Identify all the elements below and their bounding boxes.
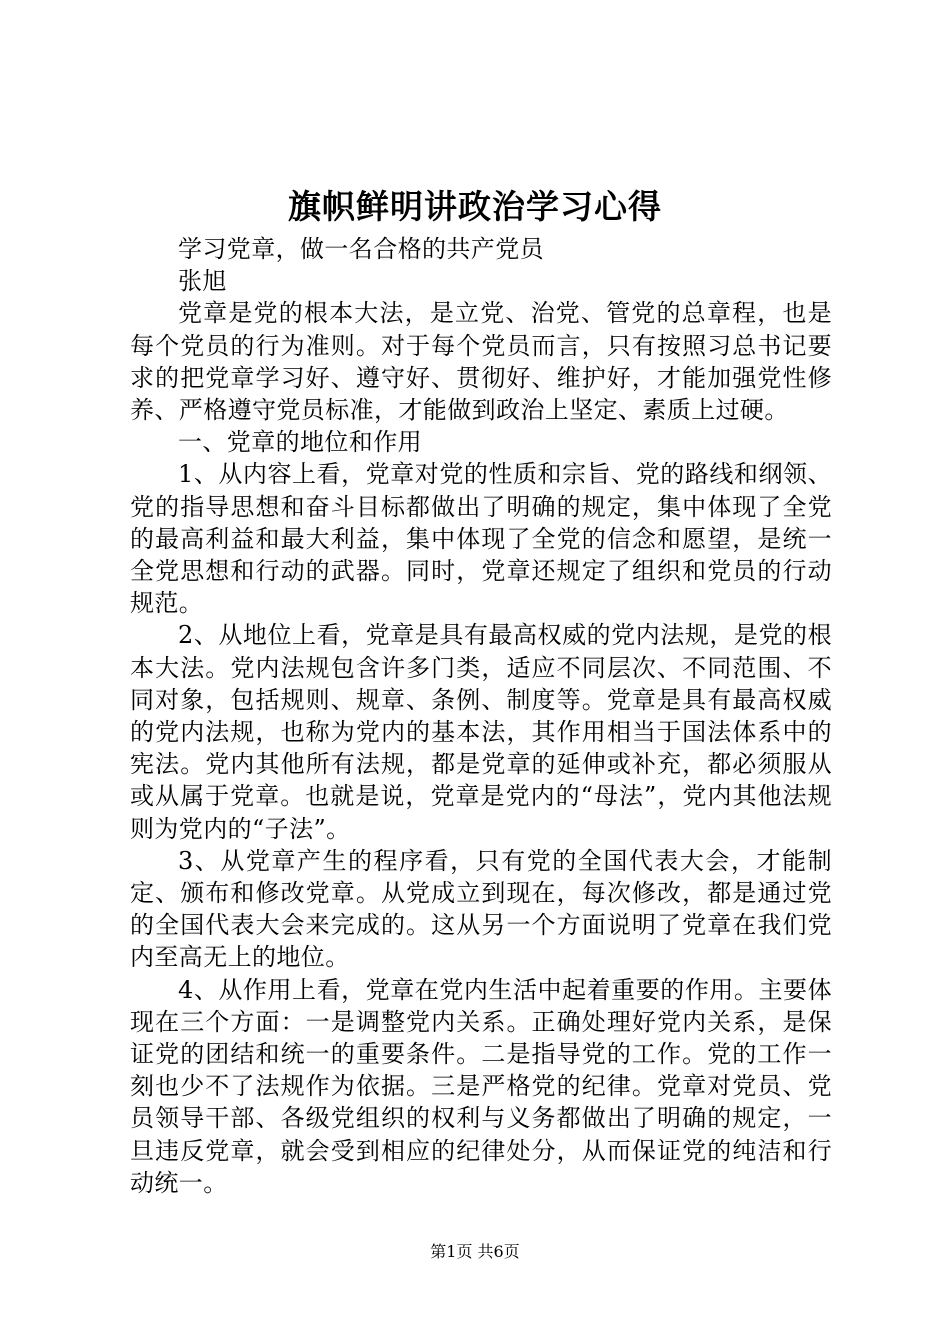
- document-title: 旗帜鲜明讲政治学习心得: [288, 187, 662, 226]
- document-author: 张旭: [178, 267, 227, 296]
- document-subtitle: 学习党章，做一名合格的共产党员: [178, 235, 544, 263]
- document-body: [130, 233, 832, 1199]
- paragraph-point-3: 3、从党章产生的程序看，只有党的全国代表大会，才能制定、颁布和修改党章。从党成立到现在，每次修改，都是通过党的全国代表大会来完成的。这从另一个方面说明了党章在我们党内至高无上的地位。: [130, 846, 832, 972]
- paragraph-intro: 党章是党的根本大法，是立党、治党、管党的总章程，也是每个党员的行为准则。对于每个党员而言，只有按照习总书记要求的把党章学习好、遵守好、贯彻好、维护好，才能加强党性修养、严格遵守党员标准，才能做到政治上坚定、素质上过硬。: [130, 299, 832, 425]
- paragraph-point-4: 4、从作用上看，党章在党内生活中起着重要的作用。主要体现在三个方面：一是调整党内关系。正确处理好党内关系，是保证党的团结和统一的重要条件。二是指导党的工作。党的工作一刻也少不了法规作为依据。三是严格党的纪律。党章对党员、党员领导干部、各级党组织的权利与义务都做出了明确的规定，一旦违反党章，就会受到相应的纪律处分，从而保证党的纯洁和行动统一。: [130, 975, 832, 1197]
- paragraph-point-1: 1、从内容上看，党章对党的性质和宗旨、党的路线和纲领、党的指导思想和奋斗目标都做出了明确的规定，集中体现了全党的最高利益和最大利益，集中体现了全党的信念和愿望，是统一全党思想和行动的武器。同时，党章还规定了组织和党员的行动规范。: [130, 460, 832, 618]
- section-heading: 一、党章的地位和作用: [178, 428, 422, 457]
- page-footer: 第1页 共6页: [430, 1242, 520, 1261]
- paragraph-point-2: 2、从地位上看，党章是具有最高权威的党内法规，是党的根本大法。党内法规包含许多门类，适应不同层次、不同范围、不同对象，包括规则、规章、条例、制度等。党章是具有最高权威的党内法规，也称为党内的基本法，其作用相当于国法体系中的宪法。党内其他所有法规，都是党章的延伸或补充，都必须服从或从属于党章。也就是说，党章是党内的“母法”，党内其他法规则为党内的“子法”。: [130, 621, 832, 843]
